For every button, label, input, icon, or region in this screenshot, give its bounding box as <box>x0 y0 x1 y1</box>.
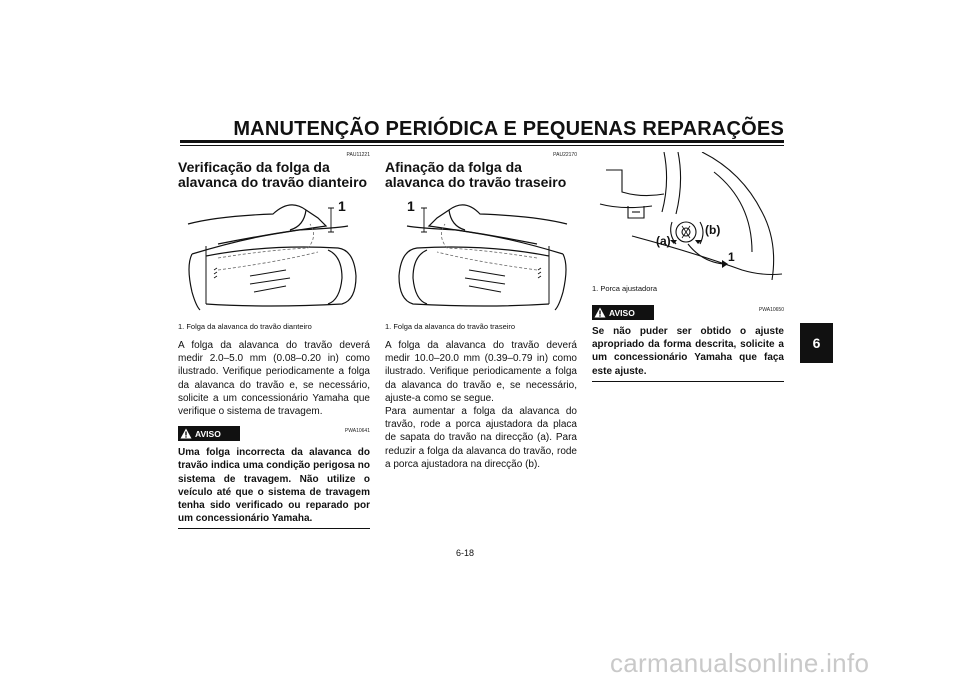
figure-callout-1: 1 <box>728 250 735 264</box>
rear-lever-illustration <box>385 196 577 318</box>
warning-rule <box>592 381 784 382</box>
watermark: carmanualsonline.info <box>610 648 870 678</box>
rear-brake-plate-illustration <box>592 152 784 280</box>
section-title: Afinação da folga da alavanca do travão traseiro <box>385 159 567 190</box>
warning-text: Se não puder ser obtido o ajuste apropriado da forma descrita, solicite a um concessionário Yamaha que faça este ajuste. <box>592 326 784 377</box>
middle-column <box>385 152 577 471</box>
section-body: A folga da alavanca do travão deverá medir 10.0–20.0 mm (0.39–0.79 in) como ilustrado. Verifique periodicamente a folga da alavanca do travão e, se necessário, ajuste-a como se segue. Para aumentar a folga da alavanca do travão, rode a porca ajustadora da placa de sapata do travão na direcção (a). Para reduzir a folga da alavanca do travão, rode a porca ajustadora na direcção (b). <box>385 340 577 470</box>
page-header-title: MANUTENÇÃO PERIÓDICA E PEQUENAS REPARAÇÕES <box>233 118 784 140</box>
section-code: PAU22170 <box>553 152 577 158</box>
front-brake-lever-figure <box>178 196 370 318</box>
warning-label: AVISO <box>195 428 221 439</box>
warning-badge <box>592 305 654 320</box>
figure-callout-b: (b) <box>705 223 721 237</box>
warning-triangle-icon <box>592 305 607 320</box>
figure-caption: 1. Folga da alavanca do travão dianteiro <box>178 322 312 331</box>
chapter-tab[interactable]: 6 <box>800 323 833 363</box>
warning-text: Uma folga incorrecta da alavanca do travão indica uma condição perigosa no sistema de travagem. Não utilize o veículo até que o sistema de travagem tenha sido verificado ou reparado por um concessionário Yamaha. <box>178 447 370 525</box>
warning-header <box>178 424 370 444</box>
header-rule-thick <box>180 140 784 143</box>
header-rule-thin <box>180 145 784 146</box>
warning-code: PWA10641 <box>344 428 370 435</box>
page-number: 6-18 <box>456 548 475 558</box>
section-title: Verificação da folga da alavanca do travão dianteiro <box>178 159 368 190</box>
warning-label: AVISO <box>609 307 635 318</box>
front-lever-illustration <box>178 196 370 318</box>
figure-callout-1: 1 <box>407 198 415 214</box>
rear-brake-lever-figure <box>385 196 577 318</box>
warning-code: PWA10650 <box>758 307 784 313</box>
left-column <box>178 152 370 529</box>
warning-triangle-icon <box>178 426 193 441</box>
warning-header <box>592 303 784 323</box>
section-body: A folga da alavanca do travão deverá medir 2.0–5.0 mm (0.08–0.20 in) como ilustrado. Verifique periodicamente a folga da alavanca do travão e, se necessário, solicite a um concessionário Yamaha que verifique o sistema de travagem. <box>178 340 370 418</box>
figure-caption: 1. Porca ajustadora <box>592 284 658 293</box>
section-code: PAU11221 <box>346 152 370 158</box>
warning-rule <box>178 528 370 529</box>
figure-caption: 1. Folga da alavanca do travão traseiro <box>385 322 516 331</box>
right-column <box>592 152 784 382</box>
warning-badge <box>178 426 240 441</box>
figure-callout-a: (a) <box>656 234 671 248</box>
figure-callout-1: 1 <box>338 198 346 214</box>
adjusting-nut-figure <box>592 152 784 280</box>
